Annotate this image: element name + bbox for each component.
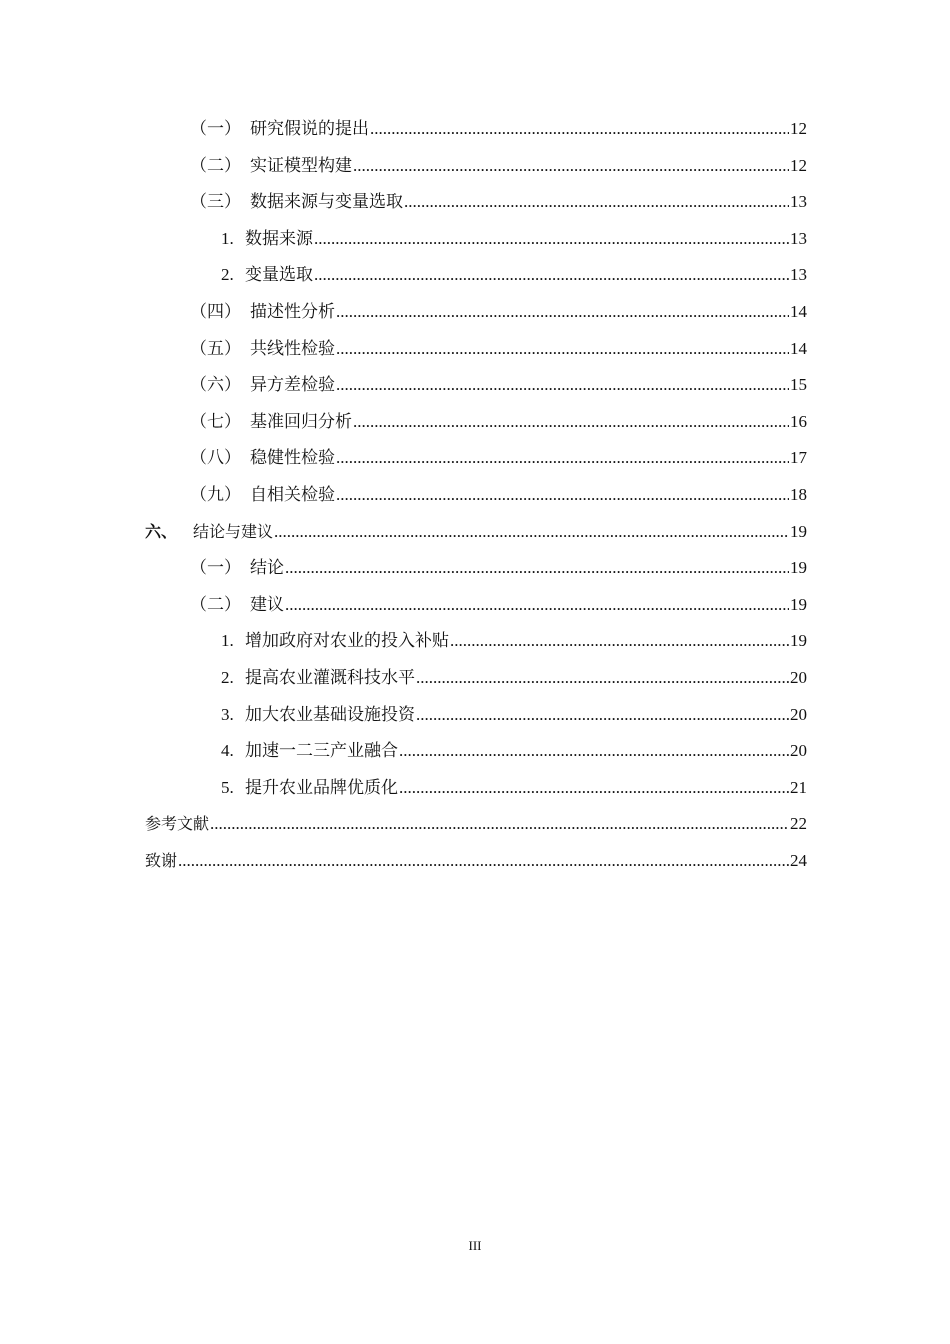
toc-dot-leader [353, 154, 789, 178]
toc-entry-page: 16 [790, 412, 807, 431]
toc-dot-leader [285, 593, 789, 617]
toc-entry-title: 异方差检验 [250, 375, 335, 394]
toc-dot-leader [178, 849, 789, 873]
toc-entry[interactable] [221, 629, 807, 653]
toc-entry-title: 研究假说的提出 [250, 119, 369, 138]
toc-entry-title: 提高农业灌溉科技水平 [245, 668, 415, 687]
toc-entry-number: （二） [190, 156, 241, 175]
toc-entry[interactable] [221, 739, 807, 763]
toc-entry-number: （一） [190, 558, 241, 577]
toc-entry-number: 3. [221, 705, 234, 724]
toc-entry-title: 结论与建议 [193, 522, 274, 541]
toc-entry-page: 13 [790, 192, 807, 211]
toc-entry-title: 结论 [250, 558, 284, 577]
toc-entry-number: （二） [190, 595, 241, 614]
toc-entry-number: （七） [190, 412, 241, 431]
toc-dot-leader [336, 373, 789, 397]
toc-entry-page: 20 [790, 668, 807, 687]
toc-entry-title: 自相关检验 [250, 485, 335, 504]
toc-dot-leader [336, 337, 789, 361]
toc-entry[interactable] [190, 117, 807, 141]
toc-entry-title: 基准回归分析 [250, 412, 352, 431]
toc-dot-leader [404, 190, 789, 214]
toc-entry-number: 六、 [145, 522, 178, 541]
toc-entry-title: 共线性检验 [250, 339, 335, 358]
toc-entry-page: 24 [790, 851, 807, 870]
toc-entry[interactable] [190, 593, 807, 617]
toc-entry-page: 19 [790, 522, 807, 541]
toc-dot-leader [353, 410, 789, 434]
toc-entry-number: 1. [221, 229, 234, 248]
toc-entry-number: （八） [190, 448, 241, 467]
toc-dot-leader [450, 629, 789, 653]
toc-entry-page: 12 [790, 156, 807, 175]
toc-dot-leader [285, 556, 789, 580]
toc-entry-title: 稳健性检验 [250, 448, 335, 467]
toc-entry-title: 数据来源 [245, 229, 313, 248]
toc-entry-page: 12 [790, 119, 807, 138]
toc-entry-page: 15 [790, 375, 807, 394]
toc-entry-number: （九） [190, 485, 241, 504]
toc-entry[interactable] [221, 703, 807, 727]
toc-entry-number: 1. [221, 631, 234, 650]
toc-dot-leader [210, 812, 789, 836]
toc-entry-page: 17 [790, 448, 807, 467]
toc-entry-number: 4. [221, 741, 234, 760]
toc-entry-page: 19 [790, 631, 807, 650]
toc-entry-number: （五） [190, 339, 241, 358]
toc-entry[interactable] [221, 227, 807, 251]
toc-dot-leader [314, 227, 789, 251]
toc-entry[interactable] [145, 849, 807, 873]
toc-dot-leader [314, 263, 789, 287]
toc-entry-title: 描述性分析 [250, 302, 335, 321]
toc-entry[interactable] [145, 812, 807, 836]
toc-entry[interactable] [190, 556, 807, 580]
toc-dot-leader [370, 117, 789, 141]
toc-entry-title: 变量选取 [245, 265, 313, 284]
toc-dot-leader [399, 739, 789, 763]
toc-dot-leader [336, 446, 789, 470]
toc-entry[interactable] [190, 446, 807, 470]
toc-entry-number: 2. [221, 668, 234, 687]
toc-entry-number: （六） [190, 375, 241, 394]
toc-dot-leader [336, 483, 789, 507]
toc-entry-title: 提升农业品牌优质化 [245, 778, 398, 797]
toc-entry-number: （一） [190, 119, 241, 138]
toc-entry[interactable] [221, 263, 807, 287]
toc-entry-title: 致谢 [145, 851, 178, 870]
toc-entry-title: 增加政府对农业的投入补贴 [245, 631, 449, 650]
toc-entry[interactable] [190, 300, 807, 324]
toc-entry[interactable] [190, 410, 807, 434]
toc-entry-page: 19 [790, 595, 807, 614]
toc-dot-leader [399, 776, 789, 800]
toc-entry-page: 20 [790, 705, 807, 724]
toc-entry-page: 14 [790, 339, 807, 358]
toc-entry[interactable] [190, 190, 807, 214]
toc-entry-number: 5. [221, 778, 234, 797]
toc-entry-title: 建议 [250, 595, 284, 614]
toc-entry-page: 19 [790, 558, 807, 577]
toc-dot-leader [416, 666, 789, 690]
toc-dot-leader [416, 703, 789, 727]
toc-entry-number: 2. [221, 265, 234, 284]
toc-entry[interactable] [145, 520, 807, 544]
toc-entry-page: 21 [790, 778, 807, 797]
toc-entry-page: 22 [790, 814, 807, 833]
toc-entry[interactable] [221, 666, 807, 690]
toc-entry-page: 14 [790, 302, 807, 321]
toc-entry-title: 实证模型构建 [250, 156, 352, 175]
toc-entry[interactable] [190, 154, 807, 178]
toc-entry-page: 13 [790, 229, 807, 248]
page-number: III [468, 1238, 482, 1253]
toc-entry-number: （三） [190, 192, 241, 211]
toc-entry-title: 参考文献 [145, 814, 210, 833]
toc-entry[interactable] [190, 483, 807, 507]
toc-entry-title: 数据来源与变量选取 [250, 192, 403, 211]
toc-entry-title: 加速一二三产业融合 [245, 741, 398, 760]
toc-dot-leader [336, 300, 789, 324]
toc-entry-page: 18 [790, 485, 807, 504]
toc-entry-number: （四） [190, 302, 241, 321]
toc-entry-title: 加大农业基础设施投资 [245, 705, 415, 724]
toc-dot-leader [274, 520, 789, 544]
toc-entry-page: 20 [790, 741, 807, 760]
toc-entry-page: 13 [790, 265, 807, 284]
toc-entry[interactable] [221, 776, 807, 800]
toc-entry[interactable] [190, 337, 807, 361]
toc-entry[interactable] [190, 373, 807, 397]
